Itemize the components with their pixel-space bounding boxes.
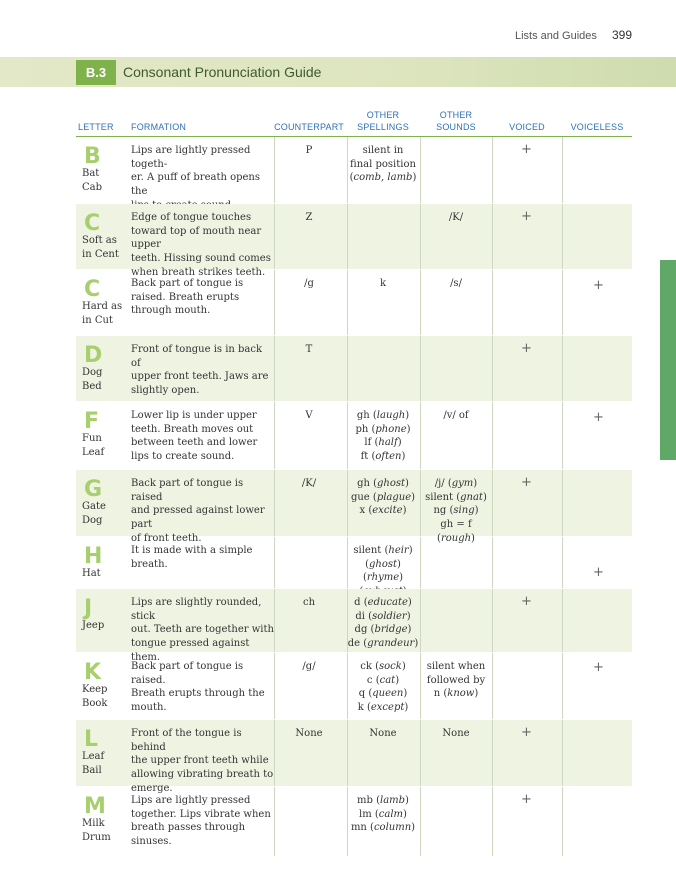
example-words — [82, 366, 102, 394]
counterpart-value: V — [305, 410, 313, 421]
column-divider — [274, 787, 275, 856]
other-sounds — [420, 727, 492, 741]
spelling-line: mb (lamb) — [357, 795, 409, 806]
section-tag: B.3 — [76, 60, 116, 85]
consonant-letter: B — [84, 144, 101, 169]
column-divider — [492, 653, 493, 719]
consonant-letter: K — [84, 660, 102, 685]
sound-line: silent when — [426, 661, 486, 672]
counterpart-value: /g — [304, 278, 314, 289]
formation-line: Lower lip is under upper — [131, 410, 257, 421]
other-sounds — [420, 277, 492, 291]
formation-line: and pressed against lower part — [131, 505, 265, 531]
section-title: Consonant Pronunciation Guide — [123, 64, 322, 80]
column-divider — [420, 537, 421, 588]
voiced-mark: + — [521, 475, 532, 490]
formation-line: lips to create sound. — [131, 451, 235, 463]
formation-text — [131, 409, 274, 464]
voiced-mark: + — [521, 725, 532, 740]
header-other-spellings — [347, 109, 419, 133]
column-divider — [347, 204, 348, 269]
consonant-letter: G — [84, 477, 103, 502]
example-word: in Cent — [82, 249, 119, 260]
formation-line: Front of tongue is in back of — [131, 344, 263, 369]
example-words — [82, 683, 107, 711]
formation-line: emerge. — [131, 782, 173, 794]
formation-text — [131, 144, 274, 213]
formation-line: sinuses. — [131, 836, 172, 848]
spelling-line: c (cat) — [366, 674, 400, 686]
example-word: Leaf — [82, 751, 105, 762]
column-divider — [492, 402, 493, 469]
spelling-line: gh (laugh) — [356, 410, 410, 421]
column-divider — [420, 336, 421, 401]
page-number: 399 — [611, 28, 632, 42]
formation-text — [131, 727, 274, 796]
column-divider — [492, 537, 493, 588]
table-header — [76, 110, 632, 137]
example-words — [82, 817, 111, 845]
example-word: Cab — [82, 182, 103, 193]
consonant-letter: L — [84, 727, 99, 752]
column-divider — [492, 137, 493, 203]
example-word: Hard as — [82, 301, 123, 312]
example-word: Drum — [82, 832, 111, 843]
column-divider — [420, 787, 421, 856]
spelling-line: k (except) — [357, 702, 409, 714]
formation-line: raised. Breath erupts — [131, 291, 240, 303]
voiced-mark: + — [521, 341, 532, 356]
formation-line: upper front teeth. Jaws are — [131, 371, 269, 383]
column-divider — [492, 204, 493, 269]
formation-line: teeth. Hissing sound comes — [131, 253, 271, 265]
example-words — [82, 167, 102, 195]
sound-line: ng (sing) — [433, 505, 479, 517]
spelling-line: (comb, lamb) — [349, 172, 417, 184]
column-divider — [562, 402, 563, 469]
voiceless-mark: + — [593, 660, 604, 675]
formation-line: Lips are slightly rounded, stick — [131, 597, 262, 622]
consonant-letter: C — [84, 277, 101, 302]
table-row — [76, 137, 632, 204]
formation-text — [131, 277, 274, 318]
other-spellings — [347, 144, 419, 185]
spelling-line: di (soldier) — [355, 610, 411, 622]
sound-line: /v/ of — [443, 410, 469, 421]
column-divider — [347, 336, 348, 401]
spelling-line: lf (half) — [364, 437, 402, 449]
table-row — [76, 270, 632, 336]
table-row — [76, 470, 632, 544]
header-other-spellings-line1: OTHER — [366, 110, 400, 120]
example-word: Bed — [82, 381, 102, 392]
table-row — [76, 537, 632, 589]
formation-line: mouth. — [131, 702, 167, 714]
formation-line: Lips are lightly pressed togeth- — [131, 145, 251, 170]
formation-line: between teeth and lower — [131, 437, 258, 449]
spelling-line: None — [369, 728, 397, 739]
formation-line: Lips are lightly pressed — [131, 795, 251, 806]
column-divider — [420, 589, 421, 652]
header-other-sounds-line1: OTHER — [439, 110, 473, 120]
column-divider — [492, 589, 493, 652]
consonant-letter: J — [84, 596, 93, 621]
consonant-table — [76, 110, 632, 857]
formation-line: Front of the tongue is behind — [131, 728, 242, 753]
spelling-line: d (educate) — [354, 597, 412, 608]
column-divider — [492, 787, 493, 856]
formation-line: out. Teeth are together with — [131, 624, 274, 636]
formation-line: Edge of tongue touches — [131, 212, 252, 223]
example-words — [82, 300, 122, 328]
header-voiceless: VOICELESS — [570, 122, 624, 132]
other-sounds — [420, 409, 492, 423]
spelling-line: x (excite) — [359, 505, 407, 517]
example-word: Bat — [82, 168, 100, 179]
counterpart-value: T — [305, 344, 313, 355]
spelling-line: mn (column) — [350, 822, 416, 834]
table-body — [76, 137, 632, 857]
other-spellings — [347, 477, 419, 518]
example-words — [82, 750, 104, 778]
table-row — [76, 204, 632, 278]
sound-line: None — [442, 728, 470, 739]
header-counterpart: COUNTERPART — [274, 122, 344, 132]
other-sounds — [420, 477, 492, 546]
example-word: Keep — [82, 684, 108, 695]
spelling-line: gue (plague) — [350, 491, 416, 503]
formation-text — [131, 794, 274, 849]
sound-line: /s/ — [450, 278, 462, 289]
voiced-mark: + — [521, 594, 532, 609]
formation-line: of front teeth. — [131, 532, 202, 544]
consonant-letter: M — [84, 794, 106, 819]
column-divider — [562, 137, 563, 203]
example-word: Bail — [82, 765, 102, 776]
spelling-line: de (grandeur) — [347, 638, 419, 650]
spelling-line: ck (sock) — [360, 661, 406, 672]
voiceless-mark: + — [593, 278, 604, 293]
header-formation: FORMATION — [131, 122, 187, 132]
table-row — [76, 589, 632, 663]
table-row — [76, 402, 632, 470]
formation-text — [131, 544, 274, 571]
other-sounds — [420, 211, 492, 225]
table-row — [76, 336, 632, 402]
example-word: Milk — [82, 818, 105, 829]
example-word: Fun — [82, 433, 102, 444]
counterpart-value: Z — [305, 212, 313, 223]
chapter-side-tab — [660, 260, 676, 460]
formation-line: slightly open. — [131, 385, 200, 397]
other-spellings — [347, 660, 419, 715]
column-divider — [420, 137, 421, 203]
spelling-line: silent in — [362, 145, 404, 156]
spelling-line: dg (bridge) — [354, 624, 412, 636]
formation-line: breath. — [131, 558, 168, 570]
example-word: Jeep — [82, 620, 105, 631]
sound-line: silent (gnat) — [425, 491, 487, 503]
column-divider — [562, 270, 563, 335]
sound-line: /K/ — [448, 212, 464, 223]
counterpart-value: /g/ — [302, 661, 316, 672]
example-word: Book — [82, 698, 108, 709]
example-words — [82, 432, 104, 460]
example-word: Gate — [82, 501, 106, 512]
column-divider — [562, 589, 563, 652]
header-other-sounds — [420, 109, 492, 133]
spelling-line: (ghost) (rhyme) — [362, 558, 404, 584]
column-divider — [562, 537, 563, 588]
table-row — [76, 653, 632, 720]
header-other-spellings-line2: SPELLINGS — [357, 122, 409, 132]
spelling-line: k — [379, 278, 387, 289]
formation-line: allowing vibrating breath to — [131, 769, 274, 781]
spelling-line: q (queen) — [358, 688, 408, 700]
consonant-letter: F — [84, 409, 100, 434]
column-divider — [492, 336, 493, 401]
column-divider — [562, 787, 563, 856]
example-word: Soft as — [82, 235, 117, 246]
formation-line: toward top of mouth near upper — [131, 225, 262, 251]
column-divider — [562, 336, 563, 401]
spelling-line: lm (calm) — [359, 808, 407, 820]
table-row — [76, 720, 632, 794]
voiceless-mark: + — [593, 565, 604, 580]
header-other-sounds-line2: SOUNDS — [436, 122, 476, 132]
running-head-title: Lists and Guides — [514, 30, 597, 42]
formation-text — [131, 477, 274, 546]
column-divider — [562, 720, 563, 786]
example-word: Leaf — [82, 447, 105, 458]
other-spellings — [347, 727, 419, 741]
example-word: Dog — [82, 515, 103, 526]
other-spellings — [347, 596, 419, 651]
spelling-line: ft (often) — [360, 451, 406, 463]
column-divider — [492, 470, 493, 536]
other-spellings — [347, 277, 419, 291]
sound-line: gh = f (rough) — [437, 519, 475, 544]
formation-line: breath passes through — [131, 822, 246, 834]
formation-line: Breath erupts through the — [131, 688, 265, 700]
spelling-line: silent (heir) — [353, 545, 413, 556]
other-spellings — [347, 409, 419, 464]
example-words — [82, 567, 101, 581]
formation-line: through mouth. — [131, 305, 211, 317]
counterpart-value: ch — [302, 597, 316, 608]
consonant-letter: H — [84, 544, 103, 569]
formation-text — [131, 660, 274, 715]
running-head — [515, 28, 632, 42]
voiceless-mark: + — [593, 410, 604, 425]
formation-line: tongue pressed against them. — [131, 638, 250, 663]
spelling-line: ph (phone) — [355, 423, 411, 435]
counterpart-value: /K/ — [301, 478, 317, 489]
example-words — [82, 234, 119, 262]
column-divider — [562, 470, 563, 536]
header-voiced: VOICED — [509, 122, 545, 132]
example-word: Dog — [82, 367, 103, 378]
spelling-line: gh (ghost) — [357, 478, 409, 489]
formation-line: teeth. Breath moves out — [131, 423, 254, 435]
column-divider — [492, 720, 493, 786]
sound-line: /j/ (gym) — [434, 478, 478, 489]
counterpart-value: P — [305, 145, 313, 156]
example-word: Hat — [82, 568, 101, 579]
formation-line: er. A puff of breath opens the — [131, 172, 260, 198]
column-divider — [274, 537, 275, 588]
consonant-letter: C — [84, 211, 101, 236]
formation-text — [131, 343, 274, 398]
sound-line: followed by — [426, 674, 486, 686]
sound-line: n (know) — [433, 688, 479, 700]
example-words — [82, 500, 106, 528]
spelling-line: final position — [350, 158, 416, 170]
voiced-mark: + — [521, 792, 532, 807]
formation-line: when breath strikes teeth. — [131, 266, 266, 278]
voiced-mark: + — [521, 209, 532, 224]
consonant-letter: D — [84, 343, 103, 368]
formation-line: It is made with a simple — [131, 545, 253, 556]
example-word: in Cut — [82, 315, 113, 326]
table-row — [76, 787, 632, 857]
formation-line: Back part of tongue is — [131, 278, 244, 289]
other-sounds — [420, 660, 492, 701]
formation-line: Back part of tongue is raised — [131, 478, 244, 503]
column-divider — [562, 653, 563, 719]
example-words — [82, 619, 104, 633]
formation-line: Back part of tongue is raised. — [131, 661, 244, 686]
counterpart-value: None — [295, 728, 323, 739]
column-divider — [492, 270, 493, 335]
other-spellings — [347, 794, 419, 835]
column-divider — [562, 204, 563, 269]
formation-line: together. Lips vibrate when — [131, 808, 271, 820]
voiced-mark: + — [521, 142, 532, 157]
formation-line: the upper front teeth while — [131, 755, 269, 767]
header-letter: LETTER — [78, 122, 114, 132]
